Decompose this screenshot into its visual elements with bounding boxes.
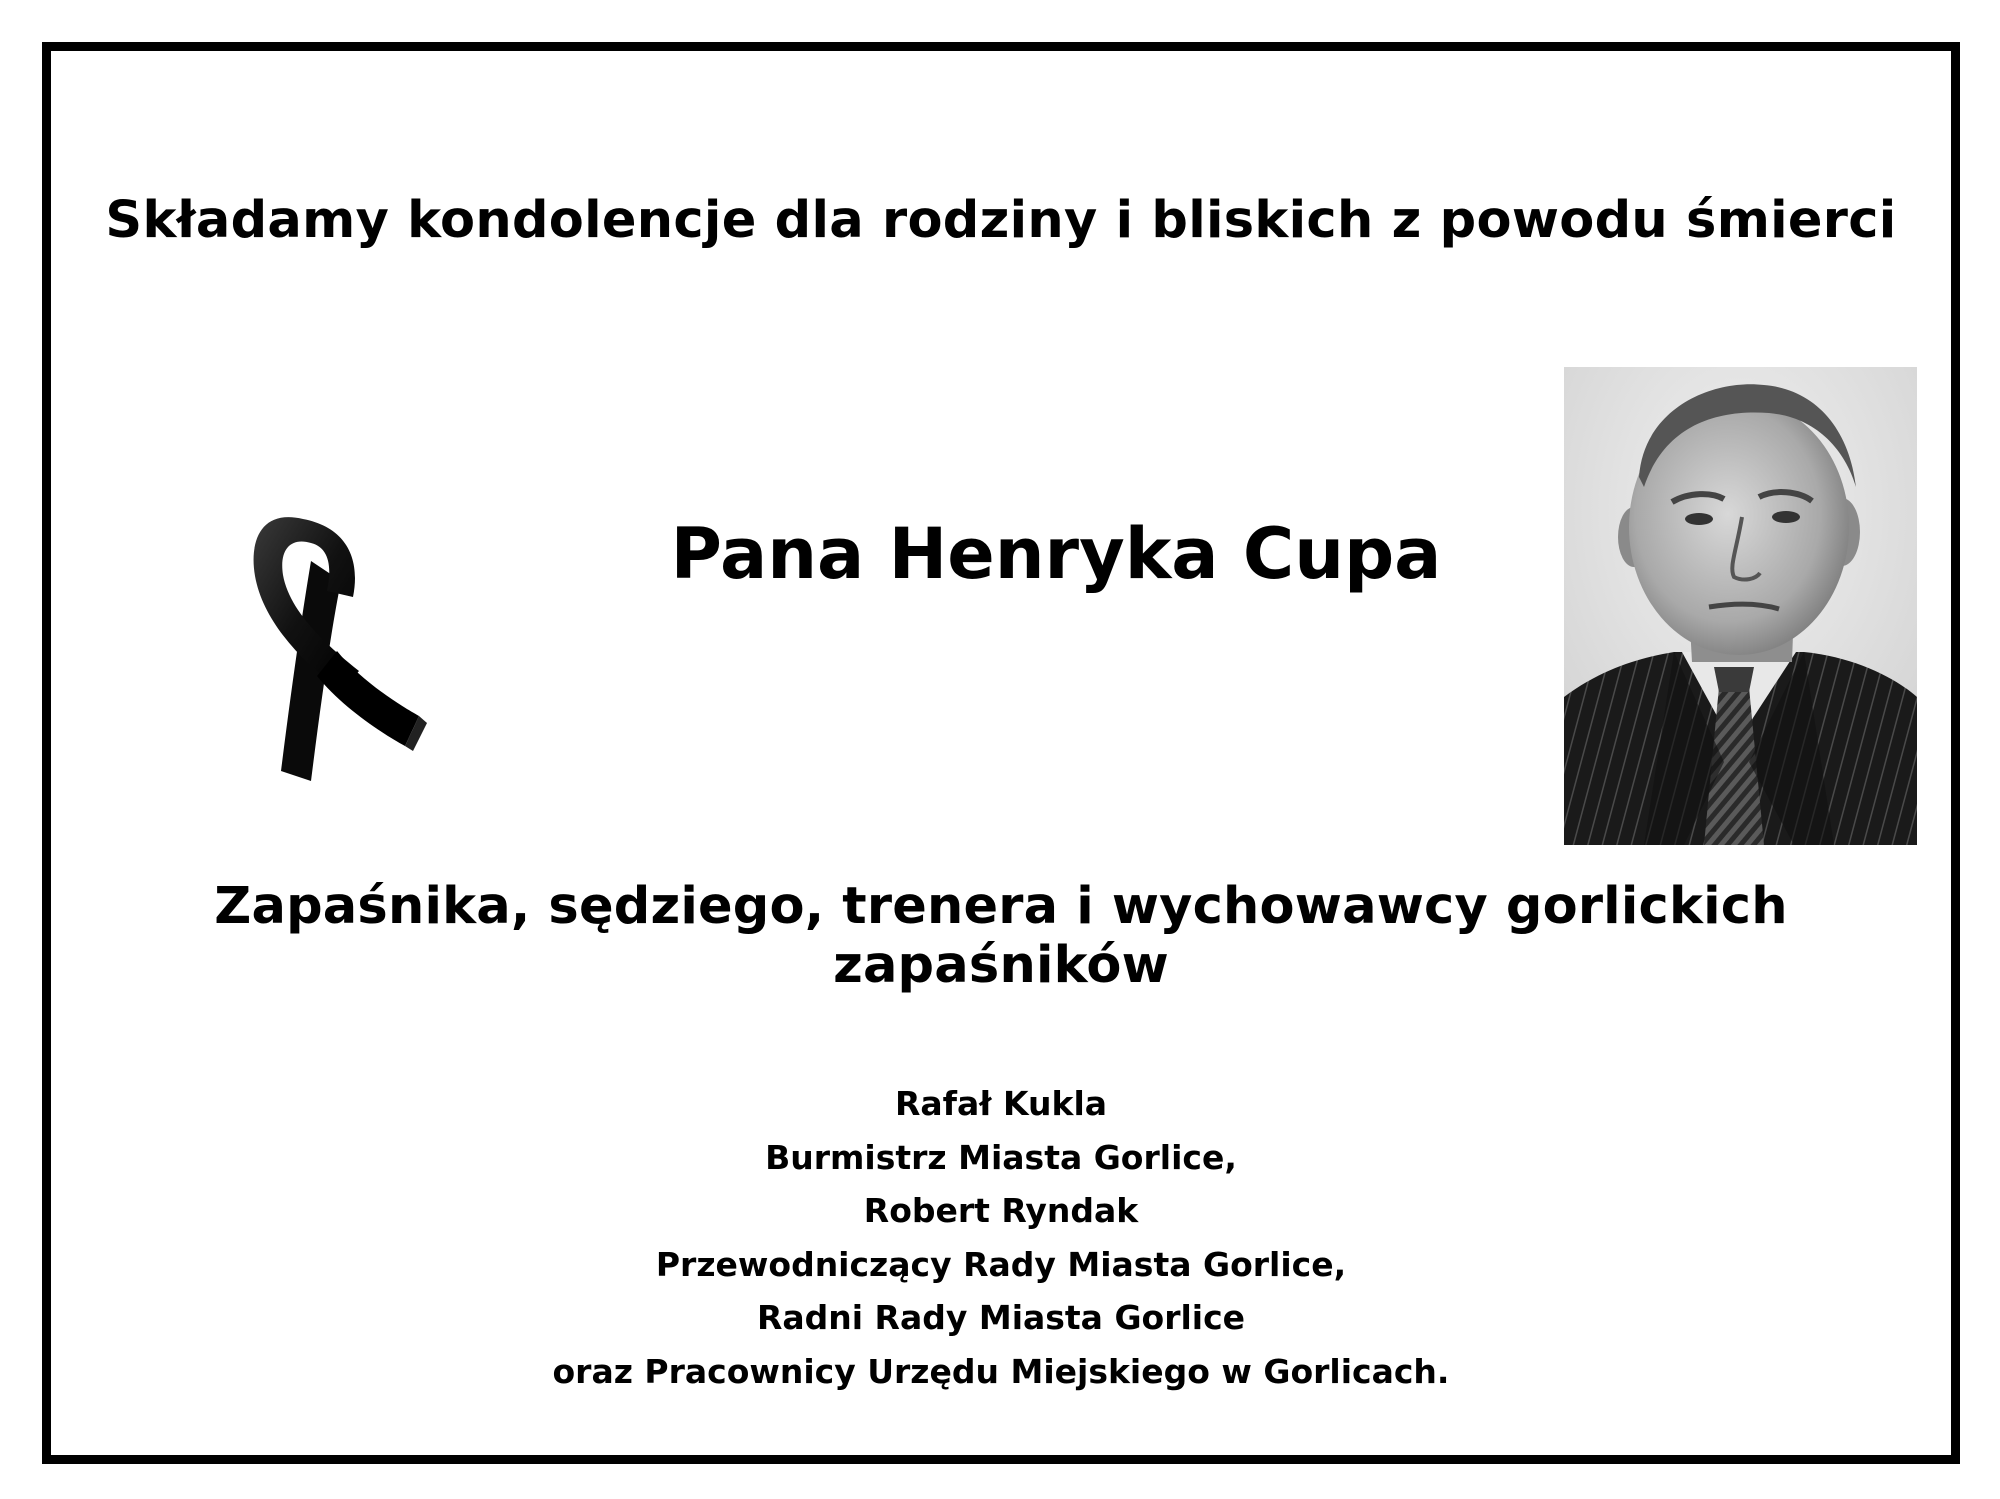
mourning-ribbon-icon bbox=[241, 501, 441, 791]
signatures-block bbox=[51, 1077, 1951, 1398]
signature-line: Rafał Kukla bbox=[894, 1084, 1108, 1123]
signature-line: Radni Rady Miasta Gorlice bbox=[756, 1298, 1246, 1337]
deceased-name: Pana Henryka Cupa bbox=[670, 513, 1442, 595]
signature-line: Burmistrz Miasta Gorlice, bbox=[765, 1137, 1237, 1177]
role-description: Zapaśnika, sędziego, trenera i wychowawcy gorlickich zapaśników bbox=[214, 877, 1788, 995]
signature-line: oraz Pracownicy Urzędu Miejskiego w Gorlicach. bbox=[552, 1351, 1450, 1391]
signature-line: Przewodniczący Rady Miasta Gorlice, bbox=[655, 1244, 1347, 1284]
portrait-photo bbox=[1564, 367, 1917, 845]
signature-line: Robert Ryndak bbox=[863, 1191, 1139, 1230]
headline: Składamy kondolencje dla rodziny i bliskich z powodu śmierci bbox=[105, 191, 1897, 250]
condolence-card bbox=[42, 42, 1960, 1464]
